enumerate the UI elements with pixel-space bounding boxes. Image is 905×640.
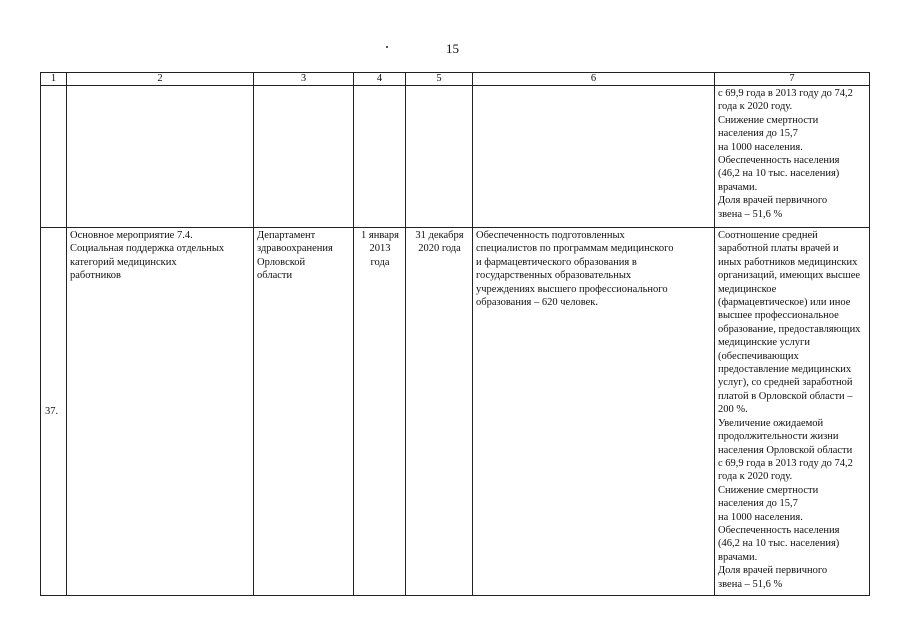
text-line: государственных образовательных — [476, 270, 632, 282]
text-line: года к 2020 году. — [718, 101, 793, 113]
text-line: специалистов по программам медицинского — [476, 243, 674, 255]
text-line: медицинское — [718, 283, 777, 295]
text-line: продолжительности жизни — [718, 431, 839, 443]
text-line: (46,2 на 10 тыс. населения) — [718, 168, 840, 180]
text-line: с 69,9 года в 2013 году до 74,2 — [718, 457, 853, 469]
text-line: платой в Орловской области – — [718, 390, 853, 402]
text-line: 1 января — [361, 230, 399, 241]
event-cell — [67, 228, 254, 596]
text-line: Обеспеченность подготовленных — [476, 230, 625, 241]
text-line: врачами. — [718, 551, 758, 563]
header-col-4: 4 — [354, 73, 406, 86]
text-line: 2013 — [369, 243, 391, 255]
text-line: медицинские услуги — [718, 337, 810, 349]
cont-start-cell — [354, 86, 406, 228]
text-line: Доля врачей первичного — [718, 565, 828, 577]
header-col-1: 1 — [41, 73, 67, 86]
text-line: врачами. — [718, 181, 758, 193]
text-line: высшее профессиональное — [718, 310, 839, 322]
text-line: Обеспеченность населения — [718, 155, 840, 167]
text-line: звена – 51,6 % — [718, 578, 783, 590]
result-cell — [473, 228, 715, 596]
cont-indicators-cell — [715, 86, 870, 228]
text-line: учреждениях высшего профессионального — [476, 283, 668, 295]
text-line: Орловской — [257, 256, 306, 268]
text-line: иных работников медицинских — [718, 256, 858, 268]
header-col-7: 7 — [715, 73, 870, 86]
continuation-row — [41, 86, 870, 228]
cont-executor-cell — [254, 86, 354, 228]
text-line: населения до 15,7 — [718, 128, 798, 140]
cont-end-cell — [406, 86, 473, 228]
text-line: Снижение смертности — [718, 114, 819, 126]
measures-table — [40, 72, 870, 596]
indicators-cell — [715, 228, 870, 596]
text-line: (обеспечивающих — [718, 350, 799, 362]
table-row-37 — [41, 228, 870, 596]
text-line: работников — [70, 270, 121, 282]
text-line: населения до 15,7 — [718, 498, 798, 510]
text-line: Социальная поддержка отдельных — [70, 243, 225, 255]
text-line: на 1000 населения. — [718, 141, 803, 153]
start-date-cell — [354, 228, 406, 596]
text-line: Департамент — [257, 230, 316, 241]
text-line: (фармацевтическое) или иное — [718, 297, 851, 309]
text-line: и фармацевтического образования в — [476, 256, 637, 268]
end-date-cell — [406, 228, 473, 596]
row-number: 37. — [41, 228, 67, 596]
text-line: 200 %. — [718, 404, 748, 416]
text-line: с 69,9 года в 2013 году до 74,2 — [718, 88, 853, 99]
text-line: на 1000 населения. — [718, 511, 803, 523]
cont-event-cell — [67, 86, 254, 228]
text-line: (46,2 на 10 тыс. населения) — [718, 538, 840, 550]
header-row — [41, 73, 870, 86]
cont-result-cell — [473, 86, 715, 228]
header-col-3: 3 — [254, 73, 354, 86]
text-line: области — [257, 270, 293, 282]
text-line: Соотношение средней — [718, 230, 818, 241]
text-line: Обеспеченность населения — [718, 524, 840, 536]
text-line: населения Орловской области — [718, 444, 853, 456]
text-line: организаций, имеющих высшее — [718, 270, 861, 282]
text-line: образование, предоставляющих — [718, 323, 861, 335]
header-col-2: 2 — [67, 73, 254, 86]
text-line: звена – 51,6 % — [718, 208, 783, 220]
text-line: категорий медицинских — [70, 256, 177, 268]
text-line: заработной платы врачей и — [718, 243, 839, 255]
header-col-6: 6 — [473, 73, 715, 86]
scan-speck — [386, 46, 388, 48]
text-line: образования – 620 человек. — [476, 297, 598, 309]
text-line: Доля врачей первичного — [718, 195, 828, 207]
text-line: года к 2020 году. — [718, 471, 793, 483]
text-line: Основное мероприятие 7.4. — [70, 230, 193, 241]
header-col-5: 5 — [406, 73, 473, 86]
cont-num-cell — [41, 86, 67, 228]
text-line: здравоохранения — [257, 243, 333, 255]
text-line: Снижение смертности — [718, 484, 819, 496]
text-line: услуг), со средней заработной — [718, 377, 853, 389]
text-line: 31 декабря — [415, 230, 464, 241]
page-number: 15 — [446, 41, 459, 56]
executor-cell — [254, 228, 354, 596]
text-line: 2020 года — [418, 243, 461, 255]
text-line: года — [370, 256, 390, 268]
text-line: предоставление медицинских — [718, 364, 852, 376]
text-line: Увеличение ожидаемой — [718, 417, 824, 429]
